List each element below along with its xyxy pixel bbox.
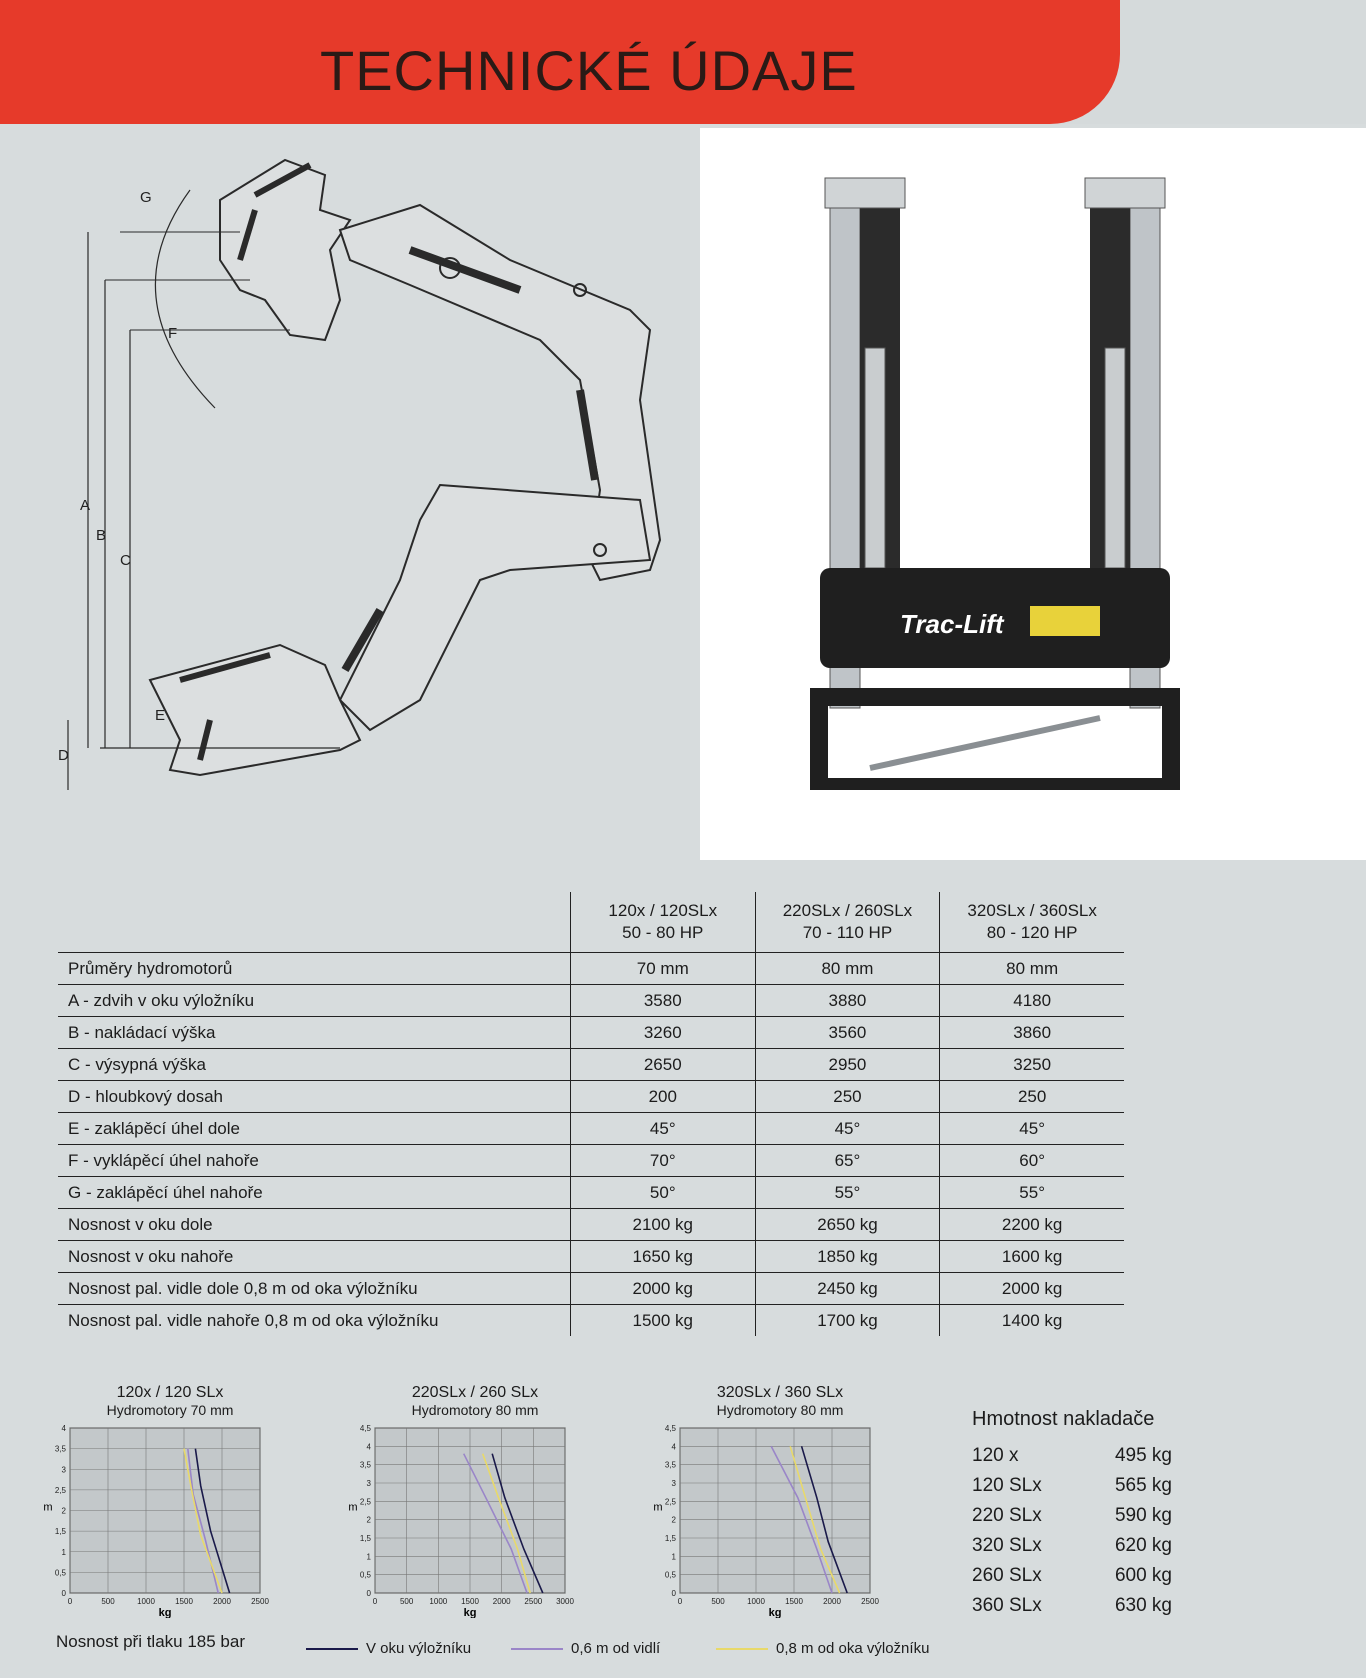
x-tick-label: 2000 <box>492 1597 511 1606</box>
table-cell: 2650 <box>570 1049 755 1081</box>
table-cell: 80 mm <box>940 953 1124 985</box>
y-tick-label: 1,5 <box>54 1527 66 1537</box>
table-row <box>58 1177 1124 1209</box>
table-row <box>58 1081 1124 1113</box>
y-tick-label: 3,5 <box>54 1444 66 1454</box>
loader-weights <box>972 1408 1172 1621</box>
x-tick-label: 0 <box>67 1597 73 1606</box>
column-header: 120x / 120SLx 50 - 80 HP <box>570 892 755 953</box>
weight-row: 220 SLx 590 kg <box>972 1505 1172 1526</box>
x-tick-label: 500 <box>711 1597 725 1606</box>
weight-row: 120 SLx 565 kg <box>972 1475 1172 1496</box>
row-label: F - vyklápěcí úhel nahoře <box>58 1145 570 1177</box>
y-tick-label: 2 <box>366 1515 371 1525</box>
table-cell: 3250 <box>940 1049 1124 1081</box>
table-cell: 1650 kg <box>570 1241 755 1273</box>
row-label: A - zdvih v oku výložníku <box>58 985 570 1017</box>
footer <box>56 1632 1336 1662</box>
chart-title: 120x / 120 SLx <box>116 1384 224 1401</box>
table-cell: 80 mm <box>755 953 940 985</box>
y-axis-label: m <box>348 1501 358 1514</box>
table-cell: 1500 kg <box>570 1305 755 1337</box>
chart-subtitle: Hydromotory 70 mm <box>106 1402 234 1418</box>
table-cell: 2000 kg <box>940 1273 1124 1305</box>
table-cell: 1850 kg <box>755 1241 940 1273</box>
table-cell: 65° <box>755 1145 940 1177</box>
table-cell: 3260 <box>570 1017 755 1049</box>
x-tick-label: 2500 <box>861 1597 879 1606</box>
x-tick-label: 1500 <box>785 1597 803 1606</box>
row-label: Nosnost v oku nahoře <box>58 1241 570 1273</box>
y-tick-label: 0 <box>671 1589 676 1598</box>
weight-row: 320 SLx 620 kg <box>972 1535 1172 1556</box>
x-axis-label: kg <box>158 1607 172 1618</box>
diagram-label-c: C <box>120 552 131 569</box>
photo-brand-label: Trac-Lift <box>900 609 1004 639</box>
x-tick-label: 2000 <box>213 1597 231 1606</box>
diagram-label-g: G <box>140 189 152 206</box>
page-title: TECHNICKÉ ÚDAJE <box>320 39 858 102</box>
table-cell: 70 mm <box>570 953 755 985</box>
table-cell: 60° <box>940 1145 1124 1177</box>
table-cell: 3580 <box>570 985 755 1017</box>
table-cell: 50° <box>570 1177 755 1209</box>
table-cell: 2100 kg <box>570 1209 755 1241</box>
table-cell: 1700 kg <box>755 1305 940 1337</box>
table-cell: 3860 <box>940 1017 1124 1049</box>
y-tick-label: 4,5 <box>664 1424 676 1433</box>
column-header: 220SLx / 260SLx 70 - 110 HP <box>755 892 940 953</box>
table-cell: 250 <box>940 1081 1124 1113</box>
diagram-label-a: A <box>80 497 91 514</box>
y-tick-label: 3 <box>61 1465 66 1475</box>
table-row <box>58 1113 1124 1145</box>
table-cell: 4180 <box>940 985 1124 1017</box>
y-axis-label: m <box>653 1501 663 1514</box>
table-row <box>58 1241 1124 1273</box>
x-tick-label: 1000 <box>429 1597 448 1606</box>
y-tick-label: 0,5 <box>54 1568 66 1578</box>
row-label: Nosnost pal. vidle nahoře 0,8 m od oka výložníku <box>58 1305 570 1337</box>
y-tick-label: 2,5 <box>359 1497 371 1507</box>
table-row <box>58 1209 1124 1241</box>
x-tick-label: 2000 <box>823 1597 841 1606</box>
table-cell: 2000 kg <box>570 1273 755 1305</box>
x-tick-label: 0 <box>372 1597 378 1606</box>
y-tick-label: 4 <box>366 1442 371 1452</box>
x-tick-label: 1500 <box>175 1597 193 1606</box>
x-axis-label: kg <box>463 1607 477 1618</box>
table-cell: 2200 kg <box>940 1209 1124 1241</box>
y-tick-label: 1 <box>671 1552 676 1562</box>
x-tick-label: 2500 <box>251 1597 269 1606</box>
row-label: Průměry hydromotorů <box>58 953 570 985</box>
table-header-row <box>58 892 1124 953</box>
table-row <box>58 953 1124 985</box>
chart-subtitle: Hydromotory 80 mm <box>716 1402 844 1418</box>
x-tick-label: 1500 <box>461 1597 479 1606</box>
y-tick-label: 2,5 <box>54 1485 66 1495</box>
loader-dimension-diagram <box>40 140 700 860</box>
y-tick-label: 0 <box>366 1589 371 1598</box>
x-tick-label: 500 <box>399 1597 414 1606</box>
y-tick-label: 3,5 <box>359 1460 371 1470</box>
table-cell: 2950 <box>755 1049 940 1081</box>
y-tick-label: 3,5 <box>664 1460 676 1470</box>
row-label: D - hloubkový dosah <box>58 1081 570 1113</box>
y-tick-label: 0 <box>61 1589 66 1598</box>
y-tick-label: 0,5 <box>359 1570 371 1580</box>
diagram-label-e: E <box>155 707 166 724</box>
table-row <box>58 1049 1124 1081</box>
table-cell: 55° <box>755 1177 940 1209</box>
y-axis-label: m <box>43 1501 53 1514</box>
pressure-note: Nosnost při tlaku 185 bar <box>56 1632 245 1651</box>
x-tick-label: 500 <box>101 1597 115 1606</box>
diagram-label-f: F <box>168 325 178 342</box>
table-cell: 250 <box>755 1081 940 1113</box>
y-tick-label: 2 <box>671 1515 676 1525</box>
legend-item: 0,8 m od oka výložníku <box>716 1640 929 1657</box>
diagram-label-b: B <box>96 527 107 544</box>
y-tick-label: 1,5 <box>664 1534 676 1543</box>
y-tick-label: 3 <box>366 1479 371 1488</box>
x-tick-label: 1000 <box>747 1597 765 1606</box>
table-cell: 45° <box>940 1113 1124 1145</box>
weight-row: 260 SLx 600 kg <box>972 1565 1172 1586</box>
y-tick-label: 4 <box>671 1442 676 1452</box>
x-tick-label: 1000 <box>137 1597 155 1606</box>
y-tick-label: 4 <box>61 1424 66 1433</box>
chart-subtitle: Hydromotory 80 mm <box>411 1402 539 1418</box>
table-cell: 3560 <box>755 1017 940 1049</box>
table-row <box>58 1145 1124 1177</box>
table-cell: 70° <box>570 1145 755 1177</box>
table-cell: 2650 kg <box>755 1209 940 1241</box>
weights-title: Hmotnost nakladače <box>972 1408 1155 1430</box>
loader-photo <box>700 128 1366 860</box>
load-chart-3 <box>650 1378 910 1618</box>
table-cell: 2450 kg <box>755 1273 940 1305</box>
table-row <box>58 1273 1124 1305</box>
header-band <box>0 0 1120 124</box>
chart-title: 220SLx / 260 SLx <box>411 1384 539 1401</box>
table-cell: 1400 kg <box>940 1305 1124 1337</box>
y-tick-label: 2 <box>61 1506 66 1516</box>
diagram-label-d: D <box>58 747 69 764</box>
table-cell: 55° <box>940 1177 1124 1209</box>
table-cell: 200 <box>570 1081 755 1113</box>
y-tick-label: 4,5 <box>359 1424 371 1433</box>
y-tick-label: 0,5 <box>664 1570 676 1580</box>
table-cell: 45° <box>570 1113 755 1145</box>
row-label: G - zaklápěcí úhel nahoře <box>58 1177 570 1209</box>
load-chart-1 <box>40 1378 300 1618</box>
x-tick-label: 0 <box>677 1597 683 1606</box>
table-cell: 3880 <box>755 985 940 1017</box>
y-tick-label: 3 <box>671 1479 676 1488</box>
legend-item: 0,6 m od vidlí <box>511 1640 660 1657</box>
row-label: Nosnost pal. vidle dole 0,8 m od oka výložníku <box>58 1273 570 1305</box>
load-chart-2 <box>345 1378 605 1618</box>
y-tick-label: 1 <box>366 1552 371 1562</box>
table-row <box>58 1017 1124 1049</box>
row-label: Nosnost v oku dole <box>58 1209 570 1241</box>
row-label: E - zaklápěcí úhel dole <box>58 1113 570 1145</box>
x-tick-label: 2500 <box>524 1597 543 1606</box>
table-row <box>58 985 1124 1017</box>
y-tick-label: 1 <box>61 1547 66 1557</box>
table-cell: 45° <box>755 1113 940 1145</box>
spec-table <box>58 892 1124 1336</box>
y-tick-label: 2,5 <box>664 1497 676 1507</box>
table-cell: 1600 kg <box>940 1241 1124 1273</box>
weight-row: 360 SLx 630 kg <box>972 1595 1172 1616</box>
table-row <box>58 1305 1124 1337</box>
column-header: 320SLx / 360SLx 80 - 120 HP <box>940 892 1124 953</box>
row-label: C - výsypná výška <box>58 1049 570 1081</box>
y-tick-label: 1,5 <box>359 1534 371 1543</box>
x-axis-label: kg <box>768 1607 782 1618</box>
legend-item: V oku výložníku <box>306 1640 471 1657</box>
weight-row: 120 x 495 kg <box>972 1445 1172 1466</box>
chart-title: 320SLx / 360 SLx <box>716 1384 844 1401</box>
row-label: B - nakládací výška <box>58 1017 570 1049</box>
x-tick-label: 3000 <box>556 1597 574 1606</box>
